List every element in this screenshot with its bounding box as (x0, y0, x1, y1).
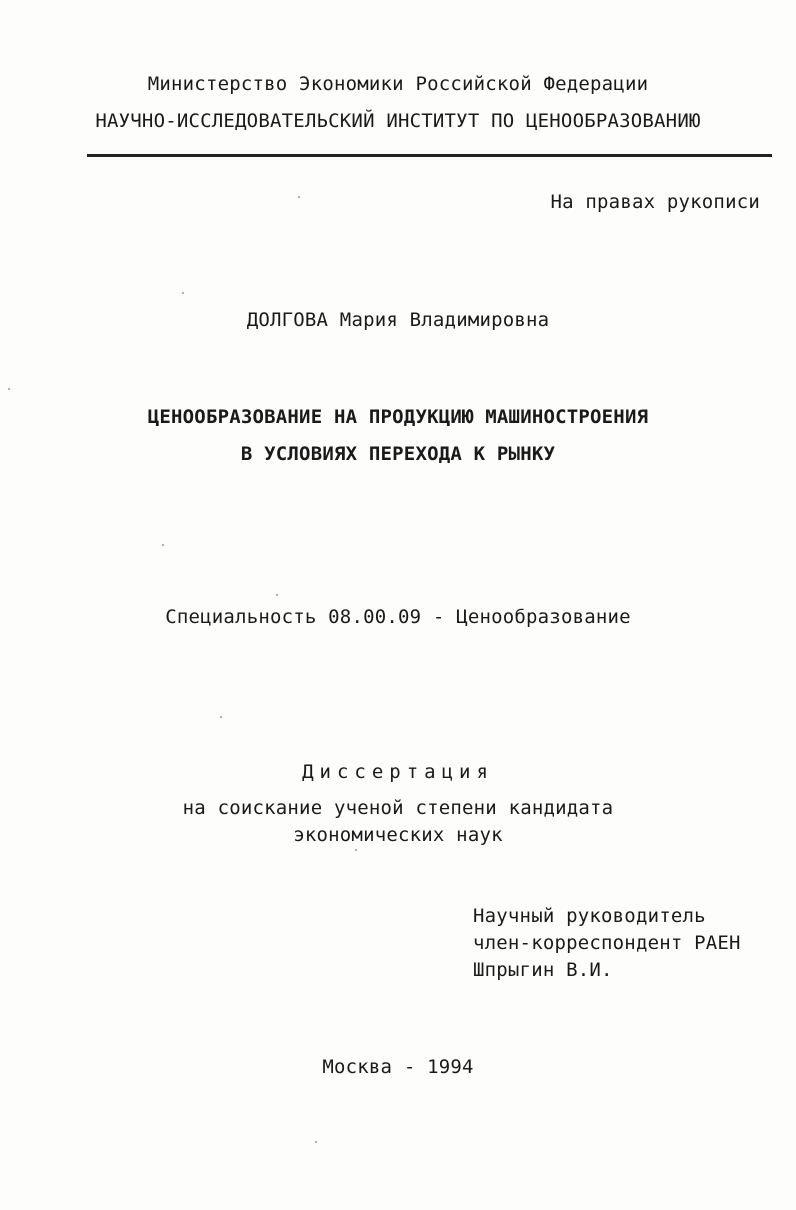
scan-speck (315, 1141, 317, 1143)
city-year: Москва - 1994 (322, 1056, 474, 1078)
institute-line: НАУЧНО-ИССЛЕДОВАТЕЛЬСКИЙ ИНСТИТУТ ПО ЦЕНООБРАЗОВАНИЮ (95, 110, 701, 132)
scan-speck (220, 716, 222, 718)
degree-line-1: на соискание ученой степени кандидата (182, 797, 614, 819)
ministry-line: Министерство Экономики Российской Федерации (147, 73, 649, 95)
scan-speck (298, 196, 300, 198)
dissertation-title-line-2: В УСЛОВИЯХ ПЕРЕХОДА К РЫНКУ (240, 443, 556, 465)
dissertation-title-line-1: ЦЕНООБРАЗОВАНИЕ НА ПРОДУКЦИЮ МАШИНОСТРОЕНИЯ (147, 406, 649, 428)
degree-line-2: экономических наук (293, 824, 503, 846)
scan-speck (276, 594, 278, 596)
scan-speck (182, 292, 184, 294)
header-divider (87, 154, 772, 157)
author-name: ДОЛГОВА Мария Владимировна (246, 309, 550, 331)
manuscript-note: На правах рукописи (550, 191, 760, 213)
specialty-line: Специальность 08.00.09 - Ценообразование (165, 606, 631, 628)
scan-speck (162, 544, 164, 546)
supervisor-title: Научный руководитель (473, 905, 706, 927)
supervisor-name: Шпрыгин В.И. (473, 959, 613, 981)
dissertation-label: Диссертация (302, 761, 494, 783)
scan-speck (8, 388, 10, 390)
scan-speck (355, 849, 357, 851)
supervisor-rank: член-корреспондент РАЕН (473, 932, 741, 954)
